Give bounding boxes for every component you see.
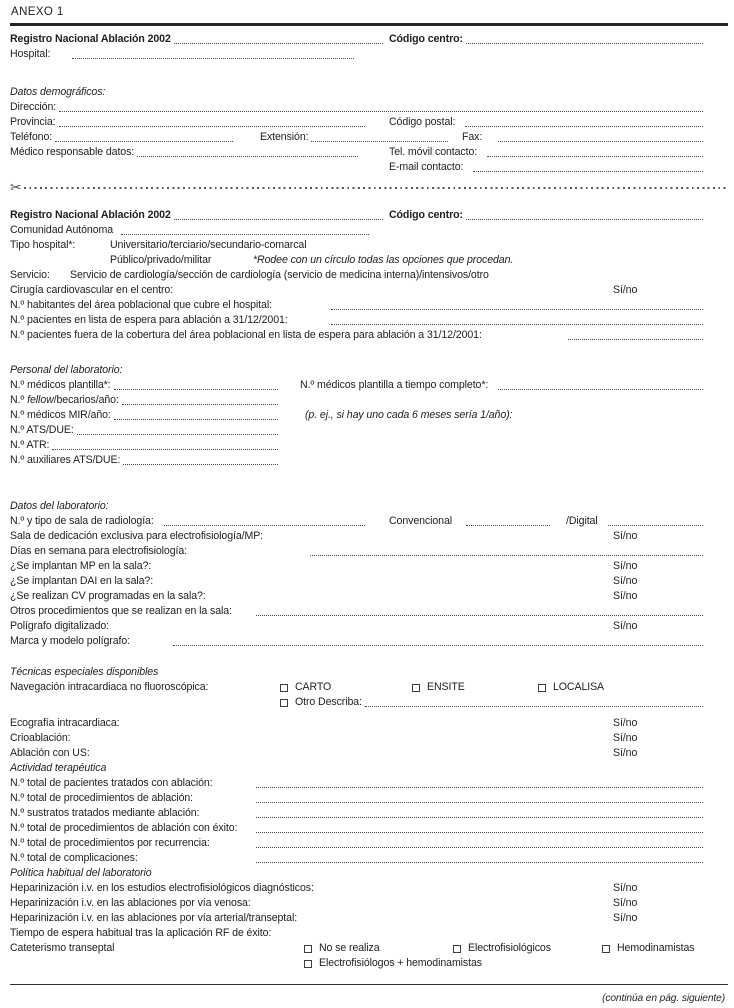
servicio-label: Servicio: — [10, 269, 50, 281]
si-no-option: Sí/no — [613, 882, 638, 894]
mir-row — [10, 408, 705, 423]
recurrencia-row — [10, 836, 705, 851]
tipo-opciones-1: Universitario/terciario/secundario-comarcal — [110, 239, 307, 251]
personal-title: Personal del laboratorio: — [10, 364, 123, 376]
laboratorio-title: Datos del laboratorio: — [10, 500, 109, 512]
otro-label: Otro Describa: — [295, 696, 362, 708]
ecografia-label: Ecografía intracardiaca: — [10, 717, 120, 729]
carto-checkbox[interactable] — [280, 684, 288, 692]
fill-line[interactable] — [465, 126, 703, 127]
total-procedimientos-label: N.º total de procedimientos de ablación: — [10, 792, 194, 804]
telefono-row — [10, 130, 705, 145]
electro-hemo-label: Electrofisiólogos + hemodinamistas — [319, 957, 482, 969]
fuera-cobertura-row — [10, 328, 705, 343]
fill-line[interactable] — [256, 817, 703, 818]
email-row — [10, 160, 705, 175]
implantan-mp-label: ¿Se implantan MP en la sala?: — [10, 560, 152, 572]
email-label: E-mail contacto: — [389, 161, 464, 173]
fill-line[interactable] — [72, 58, 354, 59]
hepa-estudios-label: Heparinización i.v. en los estudios electrofisiológicos diagnósticos: — [10, 882, 314, 894]
fill-line[interactable] — [365, 706, 703, 707]
fill-line[interactable] — [164, 525, 365, 526]
localisa-label: LOCALISA — [553, 681, 605, 693]
fill-line[interactable] — [256, 862, 703, 863]
carto-label: CARTO — [295, 681, 332, 693]
fill-line[interactable] — [473, 171, 703, 172]
tipo-hospital-label: Tipo hospital*: — [10, 239, 76, 251]
complicaciones-label: N.º total de complicaciones: — [10, 852, 138, 864]
fill-line[interactable] — [77, 434, 278, 435]
fuera-cobertura-label: N.º pacientes fuera de la cobertura del área poblacional en lista de espera para ablación a 31/12/2001: — [10, 329, 482, 341]
marca-poligrafo-label: Marca y modelo polígrafo: — [10, 635, 130, 647]
sala-exclusiva-label: Sala de dedicación exclusiva para electrofisiología/MP: — [10, 530, 264, 542]
digital-label: /Digital — [566, 515, 598, 527]
fill-line[interactable] — [487, 156, 703, 157]
exito-label: N.º total de procedimientos de ablación con éxito: — [10, 822, 238, 834]
direccion-row — [10, 100, 705, 115]
mir-label: N.º médicos MIR/año: — [10, 409, 111, 421]
total-pacientes-row — [10, 776, 705, 791]
tiempo-espera-row — [10, 926, 705, 941]
fellow-label-pre: N.º — [10, 394, 25, 406]
implantan-mp-row — [10, 559, 705, 574]
actividad-title: Actividad terapéutica — [10, 762, 107, 774]
poligrafo-row — [10, 619, 705, 634]
codigo-centro-label: Código centro: — [389, 33, 463, 45]
dias-semana-label: Días en semana para electrofisiología: — [10, 545, 187, 557]
atr-label: N.º ATR: — [10, 439, 50, 451]
aux-ats-due-label: N.º auxiliares ATS/DUE: — [10, 454, 121, 466]
sala-exclusiva-row — [10, 529, 705, 544]
ensite-label: ENSITE — [427, 681, 465, 693]
crioablacion-row — [10, 731, 705, 746]
si-no-option: Sí/no — [613, 897, 638, 909]
hospital-row — [10, 47, 705, 62]
medico-responsable-row — [10, 145, 705, 160]
total-pacientes-label: N.º total de pacientes tratados con ablación: — [10, 777, 213, 789]
exito-row — [10, 821, 705, 836]
implantan-dai-row — [10, 574, 705, 589]
cateterismo-row — [10, 941, 705, 956]
tiempo-espera-label: Tiempo de espera habitual tras la aplicación RF de éxito: — [10, 927, 272, 939]
tel-movil-label: Tel. móvil contacto: — [389, 146, 478, 158]
fill-line[interactable] — [59, 111, 703, 112]
fill-line[interactable] — [256, 847, 703, 848]
poligrafo-label: Polígrafo digitalizado: — [10, 620, 109, 632]
comunidad-label: Comunidad Autónoma — [10, 224, 114, 236]
fill-line[interactable] — [137, 156, 358, 157]
continue-note: (continúa en pág. siguiente) — [602, 993, 725, 1005]
fill-line[interactable] — [122, 404, 278, 405]
fill-line[interactable] — [114, 419, 278, 420]
fill-line[interactable] — [256, 802, 703, 803]
si-no-option: Sí/no — [613, 575, 638, 587]
direccion-label: Dirección: — [10, 101, 57, 113]
telefono-label: Teléfono: — [10, 131, 53, 143]
navegacion-row — [10, 680, 705, 695]
cut-dotted-line — [24, 187, 726, 189]
habitantes-row — [10, 298, 705, 313]
registro-row-2 — [10, 208, 705, 223]
hepa-estudios-row — [10, 881, 705, 896]
tipo-hospital-row-2 — [10, 253, 705, 268]
electro-hemo-checkbox[interactable] — [304, 960, 312, 968]
recurrencia-label: N.º total de procedimientos por recurrencia: — [10, 837, 210, 849]
otro-describa-row — [10, 695, 705, 710]
otros-procedimientos-label: Otros procedimientos que se realizan en la sala: — [10, 605, 232, 617]
medicos-plantilla-row — [10, 378, 705, 393]
fellow-row — [10, 393, 705, 408]
fill-line[interactable] — [256, 832, 703, 833]
tipo-nota: *Rodee con un círculo todas las opciones que procedan. — [253, 254, 514, 266]
ecografia-row — [10, 716, 705, 731]
registro-row — [10, 32, 705, 47]
fill-line[interactable] — [59, 126, 365, 127]
ats-due-row — [10, 423, 705, 438]
tipo-hospital-row — [10, 238, 705, 253]
fill-line[interactable] — [256, 615, 703, 616]
fill-line[interactable] — [174, 219, 383, 220]
ensite-checkbox[interactable] — [412, 684, 420, 692]
lista-espera-label: N.º pacientes en lista de espera para ablación a 31/12/2001: — [10, 314, 288, 326]
hemodinamistas-checkbox[interactable] — [602, 945, 610, 953]
hepa-arterial-row — [10, 911, 705, 926]
provincia-label: Provincia: — [10, 116, 56, 128]
fax-label: Fax: — [462, 131, 483, 143]
hepa-arterial-label: Heparinización i.v. en las ablaciones por vía arterial/transeptal: — [10, 912, 298, 924]
electrofisiologicos-label: Electrofisiológicos — [468, 942, 551, 954]
sala-radiologia-row — [10, 514, 705, 529]
aux-ats-due-row — [10, 453, 705, 468]
comunidad-row — [10, 223, 705, 238]
fill-line[interactable] — [114, 389, 279, 390]
provincia-row — [10, 115, 705, 130]
fill-line[interactable] — [121, 234, 369, 235]
fill-line[interactable] — [498, 141, 703, 142]
hepa-venosa-row — [10, 896, 705, 911]
si-no-option: Sí/no — [613, 560, 638, 572]
fill-line[interactable] — [568, 339, 703, 340]
fellow-label-post: /becarios/año: — [53, 394, 119, 406]
tipo-opciones-2: Público/privado/militar — [110, 254, 212, 266]
ablacion-us-row — [10, 746, 705, 761]
medicos-plantilla-label: N.º médicos plantilla*: — [10, 379, 111, 391]
fill-line[interactable] — [498, 389, 703, 390]
fill-line[interactable] — [173, 645, 703, 646]
hospital-label: Hospital: — [10, 48, 51, 60]
si-no-option: Sí/no — [613, 912, 638, 924]
otros-procedimientos-row — [10, 604, 705, 619]
extension-label: Extensión: — [260, 131, 309, 143]
crioablacion-label: Crioablación: — [10, 732, 71, 744]
tecnicas-title: Técnicas especiales disponibles — [10, 666, 159, 678]
fill-line[interactable] — [466, 525, 550, 526]
fill-line[interactable] — [55, 141, 233, 142]
codigo-centro-label: Código centro: — [389, 209, 463, 221]
si-no-option: Sí/no — [613, 284, 638, 296]
cut-line-row — [0, 180, 734, 195]
complicaciones-row — [10, 851, 705, 866]
dias-semana-row — [10, 544, 705, 559]
electrofisiologicos-checkbox[interactable] — [453, 945, 461, 953]
fill-line[interactable] — [256, 787, 703, 788]
hepa-venosa-label: Heparinización i.v. en las ablaciones por vía venosa: — [10, 897, 251, 909]
navegacion-label: Navegación intracardiaca no fluoroscópica: — [10, 681, 209, 693]
cv-programadas-row — [10, 589, 705, 604]
scissors-icon: ✂ — [10, 179, 22, 196]
fill-line[interactable] — [466, 219, 703, 220]
fill-line[interactable] — [123, 464, 278, 465]
registro-label: Registro Nacional Ablación 2002 — [10, 209, 171, 221]
medicos-completo-label: N.º médicos plantilla a tiempo completo*: — [300, 379, 489, 391]
mir-nota: (p. ej., si hay uno cada 6 meses sería 1/año): — [305, 409, 513, 421]
sustratos-label: N.º sustratos tratados mediante ablación: — [10, 807, 200, 819]
total-procedimientos-row — [10, 791, 705, 806]
si-no-option: Sí/no — [613, 717, 638, 729]
demografia-title: Datos demográficos: — [10, 86, 106, 98]
fill-line[interactable] — [331, 309, 703, 310]
fill-line[interactable] — [174, 43, 383, 44]
fill-line[interactable] — [331, 324, 703, 325]
implantan-dai-label: ¿Se implantan DAI en la sala?: — [10, 575, 154, 587]
fill-line[interactable] — [311, 141, 448, 142]
localisa-checkbox[interactable] — [538, 684, 546, 692]
lista-espera-row — [10, 313, 705, 328]
sala-radiologia-label: N.º y tipo de sala de radiología: — [10, 515, 154, 527]
si-no-option: Sí/no — [613, 747, 638, 759]
bottom-rule — [10, 984, 728, 985]
hemodinamistas-label: Hemodinamistas — [617, 942, 695, 954]
codigo-postal-label: Código postal: — [389, 116, 456, 128]
registro-label: Registro Nacional Ablación 2002 — [10, 33, 171, 45]
atr-row — [10, 438, 705, 453]
si-no-option: Sí/no — [613, 590, 638, 602]
cateterismo-label: Cateterismo transeptal — [10, 942, 115, 954]
si-no-option: Sí/no — [613, 620, 638, 632]
fill-line[interactable] — [52, 449, 278, 450]
electro-hemo-row — [10, 956, 705, 971]
otro-checkbox[interactable] — [280, 699, 288, 707]
cv-programadas-label: ¿Se realizan CV programadas en la sala?: — [10, 590, 206, 602]
ats-due-label: N.º ATS/DUE: — [10, 424, 74, 436]
fill-line[interactable] — [466, 43, 703, 44]
no-se-realiza-checkbox[interactable] — [304, 945, 312, 953]
fill-line[interactable] — [608, 525, 703, 526]
top-rule — [10, 23, 728, 26]
cirugia-label: Cirugía cardiovascular en el centro: — [10, 284, 174, 296]
habitantes-label: N.º habitantes del área poblacional que cubre el hospital: — [10, 299, 272, 311]
annex-title: ANEXO 1 — [11, 6, 64, 18]
fellow-label-italic: fellow — [27, 394, 54, 406]
servicio-opciones: Servicio de cardiología/sección de cardiología (servicio de medicina interna)/intensivos/otro — [70, 269, 489, 281]
ablacion-us-label: Ablación con US: — [10, 747, 90, 759]
marca-poligrafo-row — [10, 634, 705, 649]
no-se-realiza-label: No se realiza — [319, 942, 380, 954]
si-no-option: Sí/no — [613, 530, 638, 542]
fill-line[interactable] — [310, 555, 703, 556]
sustratos-row — [10, 806, 705, 821]
medico-responsable-label: Médico responsable datos: — [10, 146, 135, 158]
convencional-label: Convencional — [389, 515, 452, 527]
politica-title: Política habitual del laboratorio — [10, 867, 152, 879]
cirugia-row — [10, 283, 705, 298]
si-no-option: Sí/no — [613, 732, 638, 744]
servicio-row — [10, 268, 705, 283]
